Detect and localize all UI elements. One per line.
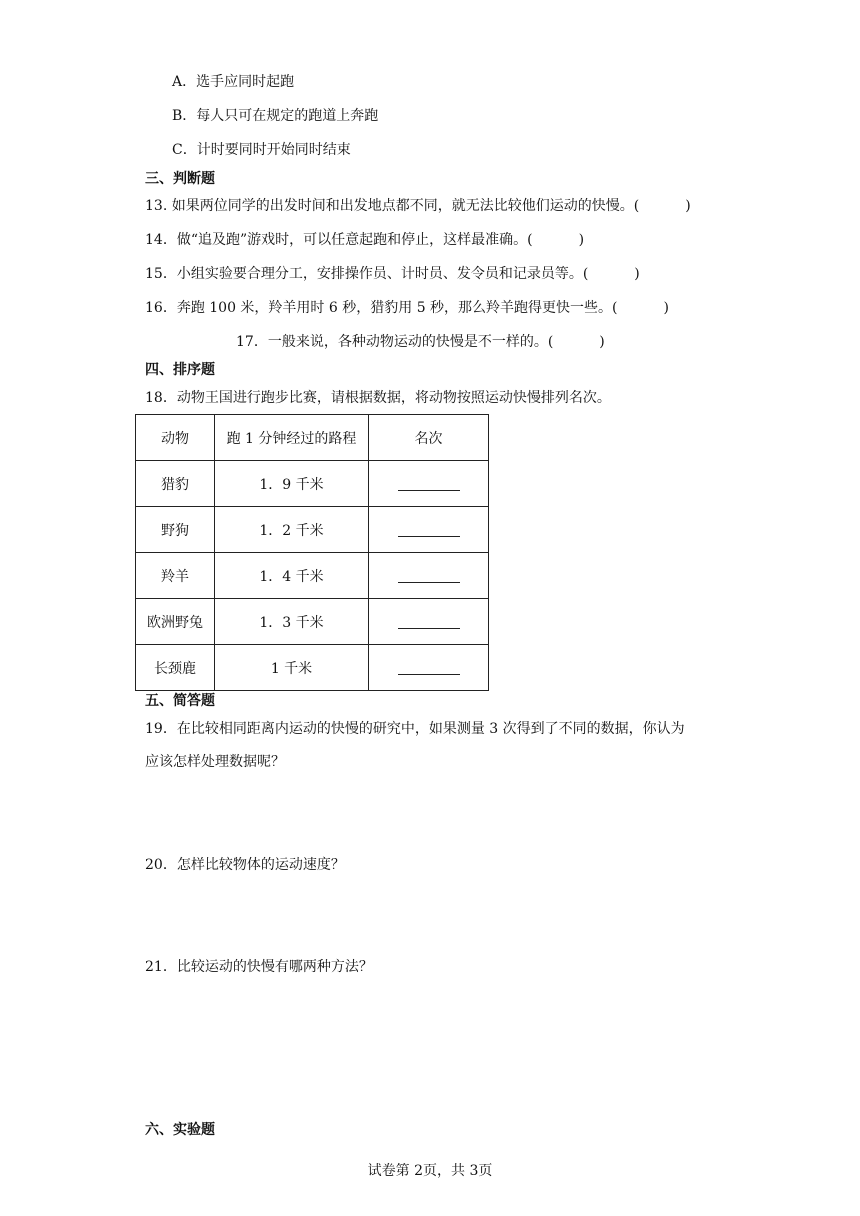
cell-distance: 1．2 千米 xyxy=(215,507,369,553)
header-distance: 跑 1 分钟经过的路程 xyxy=(215,415,369,461)
answer-blank[interactable] xyxy=(398,614,460,629)
question-15-close: ) xyxy=(634,266,640,282)
question-17-text: 17．一般来说，各种动物运动的快慢是不一样的。( xyxy=(236,334,554,350)
cell-animal: 羚羊 xyxy=(136,553,215,599)
page-footer: 试卷第 2页，共 3页 xyxy=(367,1163,493,1179)
question-21: 21．比较运动的快慢有哪两种方法？ xyxy=(145,959,373,975)
question-15 xyxy=(145,264,640,284)
table-header-row xyxy=(136,415,489,461)
cell-rank-blank[interactable] xyxy=(369,553,489,599)
cell-rank-blank[interactable] xyxy=(369,645,489,691)
cell-distance: 1．9 千米 xyxy=(215,461,369,507)
cell-animal: 长颈鹿 xyxy=(136,645,215,691)
option-c: C．计时要同时开始同时结束 xyxy=(172,142,351,158)
question-16-text: 16．奔跑 100 米，羚羊用时 6 秒，猎豹用 5 秒，那么羚羊跑得更快一些。( xyxy=(145,300,618,316)
section-title-short-answer: 五、简答题 xyxy=(145,693,215,709)
cell-distance: 1．4 千米 xyxy=(215,553,369,599)
question-19-line2: 应该怎样处理数据呢？ xyxy=(145,754,285,770)
answer-blank[interactable] xyxy=(398,476,460,491)
answer-blank[interactable] xyxy=(398,522,460,537)
section-title-ranking: 四、排序题 xyxy=(145,362,215,378)
header-animal: 动物 xyxy=(136,415,215,461)
answer-blank[interactable] xyxy=(398,660,460,675)
question-13-close: ) xyxy=(685,198,691,214)
question-18: 18．动物王国进行跑步比赛，请根据数据，将动物按照运动快慢排列名次。 xyxy=(145,390,611,406)
cell-animal: 猎豹 xyxy=(136,461,215,507)
table-row xyxy=(136,645,489,691)
question-14 xyxy=(145,230,584,250)
section-title-experiment: 六、实验题 xyxy=(145,1122,215,1138)
cell-distance: 1．3 千米 xyxy=(215,599,369,645)
option-a: A．选手应同时起跑 xyxy=(172,74,295,90)
question-13 xyxy=(145,196,691,216)
table-row xyxy=(136,461,489,507)
question-13-text: 13. 如果两位同学的出发时间和出发地点都不同，就无法比较他们运动的快慢。( xyxy=(145,198,640,214)
cell-animal: 欧洲野兔 xyxy=(136,599,215,645)
section-title-judgment: 三、判断题 xyxy=(145,171,215,187)
question-16 xyxy=(145,298,669,318)
header-rank: 名次 xyxy=(369,415,489,461)
question-20: 20．怎样比较物体的运动速度？ xyxy=(145,857,345,873)
question-17-close: ) xyxy=(599,334,605,350)
question-16-close: ) xyxy=(663,300,669,316)
table-row xyxy=(136,599,489,645)
cell-rank-blank[interactable] xyxy=(369,599,489,645)
question-14-text: 14．做“追及跑”游戏时，可以任意起跑和停止，这样最准确。( xyxy=(145,232,533,248)
table-row xyxy=(136,553,489,599)
answer-blank[interactable] xyxy=(398,568,460,583)
question-19-line1: 19．在比较相同距离内运动的快慢的研究中，如果测量 3 次得到了不同的数据，你认为 xyxy=(145,721,685,737)
cell-rank-blank[interactable] xyxy=(369,461,489,507)
question-15-text: 15．小组实验要合理分工，安排操作员、计时员、发令员和记录员等。( xyxy=(145,266,589,282)
table-row xyxy=(136,507,489,553)
cell-distance: 1 千米 xyxy=(215,645,369,691)
cell-rank-blank[interactable] xyxy=(369,507,489,553)
question-17 xyxy=(236,332,605,352)
cell-animal: 野狗 xyxy=(136,507,215,553)
option-b: B．每人只可在规定的跑道上奔跑 xyxy=(172,108,379,124)
question-14-close: ) xyxy=(578,232,585,248)
ranking-table xyxy=(135,414,489,691)
